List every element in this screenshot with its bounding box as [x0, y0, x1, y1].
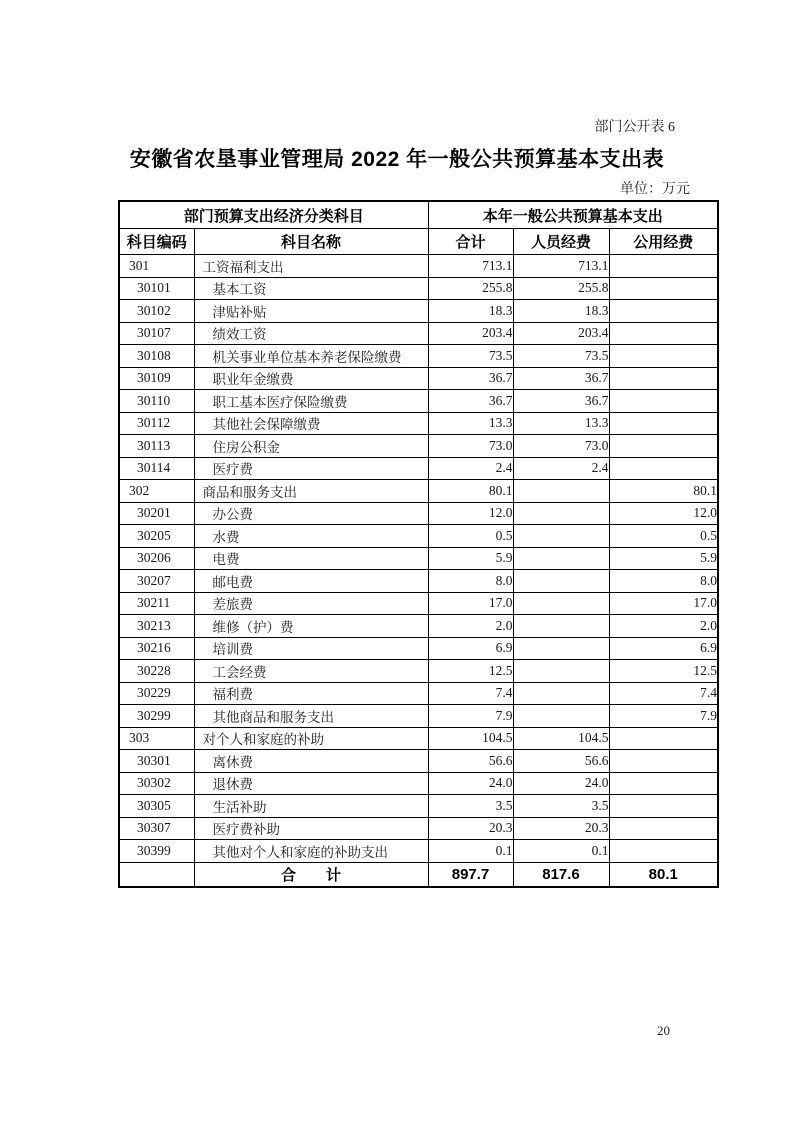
- total-cell: 36.7: [428, 390, 513, 413]
- personnel-cell: 20.3: [513, 817, 609, 840]
- table-row: [119, 502, 718, 525]
- public-cell: 12.5: [609, 660, 718, 683]
- total-cell: 7.4: [428, 682, 513, 705]
- table-row: [119, 480, 718, 503]
- public-cell: 12.0: [609, 502, 718, 525]
- table-row: [119, 727, 718, 750]
- personnel-cell: [513, 525, 609, 548]
- code-cell: 30211: [119, 592, 194, 615]
- personnel-cell: [513, 570, 609, 593]
- name-cell: 差旅费: [194, 592, 428, 615]
- total-cell: 5.9: [428, 547, 513, 570]
- public-cell: [609, 772, 718, 795]
- table-row: [119, 322, 718, 345]
- total-cell: 2.4: [428, 457, 513, 480]
- code-cell: 30301: [119, 750, 194, 773]
- code-cell: 30110: [119, 390, 194, 413]
- name-cell: 福利费: [194, 682, 428, 705]
- total-cell: 8.0: [428, 570, 513, 593]
- table-row: [119, 840, 718, 863]
- total-cell: 6.9: [428, 637, 513, 660]
- header-cols-row: [119, 229, 718, 255]
- code-cell: 30101: [119, 277, 194, 300]
- table-row: [119, 772, 718, 795]
- name-cell: 职业年金缴费: [194, 367, 428, 390]
- personnel-cell: [513, 615, 609, 638]
- total-public-cell: 80.1: [609, 862, 718, 887]
- total-cell: 203.4: [428, 322, 513, 345]
- public-cell: [609, 795, 718, 818]
- header-col-public: 公用经费: [609, 229, 718, 255]
- name-cell: 基本工资: [194, 277, 428, 300]
- code-cell: 30299: [119, 705, 194, 728]
- budget-table: [118, 200, 719, 888]
- total-cell: 7.9: [428, 705, 513, 728]
- total-cell: 713.1: [428, 255, 513, 278]
- doc-sheet-label: 部门公开表 6: [594, 120, 675, 135]
- total-cell: 24.0: [428, 772, 513, 795]
- total-cell: 73.0: [428, 435, 513, 458]
- personnel-cell: 18.3: [513, 300, 609, 323]
- name-cell: 职工基本医疗保险缴费: [194, 390, 428, 413]
- page-title: 安徽省农垦事业管理局 2022 年一般公共预算基本支出表: [129, 148, 665, 171]
- code-cell: 302: [119, 480, 194, 503]
- code-cell: 30302: [119, 772, 194, 795]
- personnel-cell: 203.4: [513, 322, 609, 345]
- code-cell: 30108: [119, 345, 194, 368]
- total-cell: 0.5: [428, 525, 513, 548]
- personnel-cell: [513, 637, 609, 660]
- code-cell: 30205: [119, 525, 194, 548]
- personnel-cell: 24.0: [513, 772, 609, 795]
- table-row: [119, 660, 718, 683]
- personnel-cell: [513, 592, 609, 615]
- personnel-cell: [513, 502, 609, 525]
- name-cell: 商品和服务支出: [194, 480, 428, 503]
- header-group-expenditure: 本年一般公共预算基本支出: [428, 201, 718, 229]
- code-cell: 30305: [119, 795, 194, 818]
- table-row: [119, 457, 718, 480]
- personnel-cell: 2.4: [513, 457, 609, 480]
- table-row: [119, 277, 718, 300]
- code-cell: 30112: [119, 412, 194, 435]
- table-row: [119, 367, 718, 390]
- code-cell: 30114: [119, 457, 194, 480]
- table-row: [119, 547, 718, 570]
- code-cell: 303: [119, 727, 194, 750]
- page-number: 20: [657, 1023, 670, 1038]
- public-cell: [609, 412, 718, 435]
- personnel-cell: [513, 480, 609, 503]
- public-cell: [609, 367, 718, 390]
- personnel-cell: 36.7: [513, 367, 609, 390]
- name-cell: 邮电费: [194, 570, 428, 593]
- name-cell: 电费: [194, 547, 428, 570]
- header-col-name: 科目名称: [194, 229, 428, 255]
- total-cell: 255.8: [428, 277, 513, 300]
- personnel-cell: 3.5: [513, 795, 609, 818]
- table-row: [119, 795, 718, 818]
- code-cell: 30113: [119, 435, 194, 458]
- name-cell: 机关事业单位基本养老保险缴费: [194, 345, 428, 368]
- personnel-cell: 73.5: [513, 345, 609, 368]
- personnel-cell: 0.1: [513, 840, 609, 863]
- code-cell: 30109: [119, 367, 194, 390]
- public-cell: 7.4: [609, 682, 718, 705]
- code-cell: 30307: [119, 817, 194, 840]
- public-cell: 17.0: [609, 592, 718, 615]
- name-cell: 其他对个人和家庭的补助支出: [194, 840, 428, 863]
- table-body: [119, 255, 718, 863]
- name-cell: 医疗费补助: [194, 817, 428, 840]
- personnel-cell: [513, 660, 609, 683]
- total-cell: 12.5: [428, 660, 513, 683]
- public-cell: 80.1: [609, 480, 718, 503]
- code-cell: 30201: [119, 502, 194, 525]
- name-cell: 住房公积金: [194, 435, 428, 458]
- public-cell: 2.0: [609, 615, 718, 638]
- table-row: [119, 817, 718, 840]
- header-group-classification: 部门预算支出经济分类科目: [119, 201, 428, 229]
- header-col-personnel: 人员经费: [513, 229, 609, 255]
- code-cell: 30107: [119, 322, 194, 345]
- personnel-cell: 36.7: [513, 390, 609, 413]
- name-cell: 对个人和家庭的补助: [194, 727, 428, 750]
- personnel-cell: [513, 682, 609, 705]
- personnel-cell: [513, 547, 609, 570]
- public-cell: [609, 840, 718, 863]
- total-cell: 13.3: [428, 412, 513, 435]
- public-cell: [609, 345, 718, 368]
- name-cell: 培训费: [194, 637, 428, 660]
- personnel-cell: 104.5: [513, 727, 609, 750]
- code-cell: 30213: [119, 615, 194, 638]
- public-cell: 5.9: [609, 547, 718, 570]
- name-cell: 离休费: [194, 750, 428, 773]
- public-cell: [609, 457, 718, 480]
- code-cell: 30102: [119, 300, 194, 323]
- table-row: [119, 570, 718, 593]
- table-row: [119, 390, 718, 413]
- total-cell: 104.5: [428, 727, 513, 750]
- total-personnel-cell: 817.6: [513, 862, 609, 887]
- public-cell: [609, 750, 718, 773]
- total-cell: 3.5: [428, 795, 513, 818]
- public-cell: 7.9: [609, 705, 718, 728]
- table-row: [119, 705, 718, 728]
- name-cell: 津贴补贴: [194, 300, 428, 323]
- public-cell: [609, 322, 718, 345]
- public-cell: [609, 277, 718, 300]
- table-row: [119, 750, 718, 773]
- public-cell: 6.9: [609, 637, 718, 660]
- name-cell: 水费: [194, 525, 428, 548]
- name-cell: 办公费: [194, 502, 428, 525]
- table-row: [119, 345, 718, 368]
- public-cell: [609, 435, 718, 458]
- table-row: [119, 412, 718, 435]
- total-cell: 18.3: [428, 300, 513, 323]
- table-row: [119, 615, 718, 638]
- public-cell: [609, 817, 718, 840]
- code-cell: 30206: [119, 547, 194, 570]
- total-total-cell: 897.7: [428, 862, 513, 887]
- personnel-cell: 713.1: [513, 255, 609, 278]
- table-row: [119, 255, 718, 278]
- table-row: [119, 525, 718, 548]
- total-label-cell: 合 计: [194, 862, 428, 887]
- total-cell: 20.3: [428, 817, 513, 840]
- code-cell: 30399: [119, 840, 194, 863]
- total-code-cell: [119, 862, 194, 887]
- name-cell: 生活补助: [194, 795, 428, 818]
- public-cell: 0.5: [609, 525, 718, 548]
- public-cell: [609, 727, 718, 750]
- public-cell: [609, 390, 718, 413]
- total-cell: 73.5: [428, 345, 513, 368]
- total-cell: 12.0: [428, 502, 513, 525]
- table-row: [119, 637, 718, 660]
- personnel-cell: [513, 705, 609, 728]
- table-row: [119, 682, 718, 705]
- unit-label: 单位：万元: [620, 182, 690, 197]
- name-cell: 工资福利支出: [194, 255, 428, 278]
- code-cell: 301: [119, 255, 194, 278]
- name-cell: 医疗费: [194, 457, 428, 480]
- header-col-total: 合计: [428, 229, 513, 255]
- total-cell: 80.1: [428, 480, 513, 503]
- name-cell: 维修（护）费: [194, 615, 428, 638]
- code-cell: 30229: [119, 682, 194, 705]
- table-row: [119, 300, 718, 323]
- code-cell: 30228: [119, 660, 194, 683]
- total-cell: 56.6: [428, 750, 513, 773]
- name-cell: 绩效工资: [194, 322, 428, 345]
- code-cell: 30207: [119, 570, 194, 593]
- name-cell: 其他商品和服务支出: [194, 705, 428, 728]
- public-cell: [609, 255, 718, 278]
- total-cell: 0.1: [428, 840, 513, 863]
- total-row: [119, 862, 718, 887]
- total-cell: 36.7: [428, 367, 513, 390]
- header-col-code: 科目编码: [119, 229, 194, 255]
- personnel-cell: 56.6: [513, 750, 609, 773]
- total-cell: 2.0: [428, 615, 513, 638]
- personnel-cell: 73.0: [513, 435, 609, 458]
- public-cell: [609, 300, 718, 323]
- personnel-cell: 255.8: [513, 277, 609, 300]
- total-cell: 17.0: [428, 592, 513, 615]
- name-cell: 退休费: [194, 772, 428, 795]
- public-cell: 8.0: [609, 570, 718, 593]
- table-row: [119, 592, 718, 615]
- name-cell: 其他社会保障缴费: [194, 412, 428, 435]
- name-cell: 工会经费: [194, 660, 428, 683]
- table-row: [119, 435, 718, 458]
- header-group-row: [119, 201, 718, 229]
- personnel-cell: 13.3: [513, 412, 609, 435]
- code-cell: 30216: [119, 637, 194, 660]
